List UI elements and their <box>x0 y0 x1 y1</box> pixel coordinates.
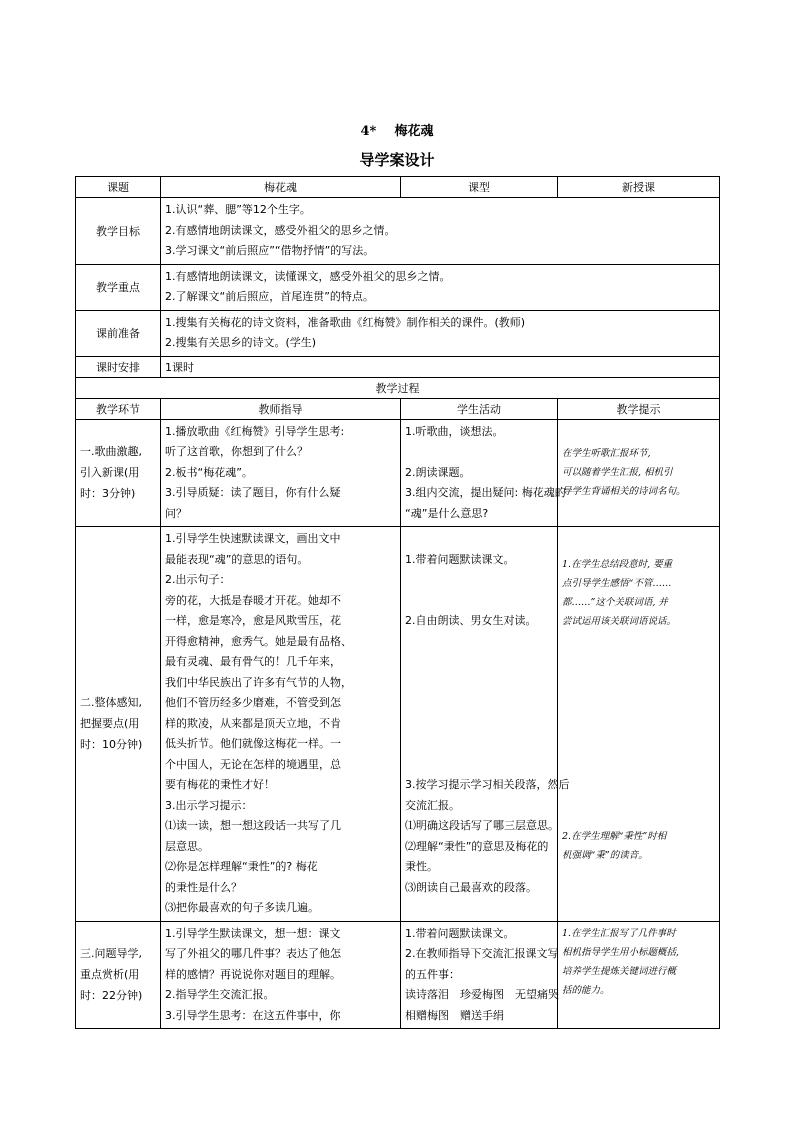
time-row <box>76 356 720 377</box>
goal-item: 1.认识“葬、腮”等12个生字。 <box>165 203 311 216</box>
focus-label: 教学重点 <box>76 264 161 310</box>
hint-cell: 1.在学生总结段意时, 要重 点引导学生感悟“不管…… 都……”这个关联词语, 并 尝试运用该关联词语说话。 2.在学生理解“秉性”时相 机强调“秉”的读音。 <box>558 527 720 922</box>
student-cell: 1.带着问题默读课文。 2.自由朗读、男女生对读。 3.按学习提示学习相关段落，然后 交流汇报。 ⑴明确这段话写了哪三层意思。 ⑵理解“秉性”的意思及梅花的 秉性。 ⑶朗读自己最喜欢的段落。 <box>401 527 558 922</box>
prep-row <box>76 310 720 356</box>
student-cell: 1.带着问题默读课文。 2.在教师指导下交流汇报课文写 的五件事： 读诗落泪 珍爱梅图 无望痛哭 相赠梅图 赠送手绢 <box>401 921 558 1029</box>
time-label: 课时安排 <box>76 356 161 377</box>
focus-item: 2.了解课文“前后照应，首尾连贯”的特点。 <box>165 290 374 303</box>
focus-item: 1.有感情地朗读课文，读懂课文，感受外祖父的思乡之情。 <box>165 269 451 283</box>
goal-item: 3.学习课文“前后照应”“借物抒情”的写法。 <box>165 244 375 257</box>
topic-row <box>76 177 720 198</box>
hint-cell: 1.在学生汇报写了几件事时 相机指导学生用小标题概括, 培养学生提炼关键词进行概 括的能力。 <box>558 921 720 1029</box>
topic-label: 课题 <box>76 177 161 198</box>
prep-item: 2.搜集有关思乡的诗文。(学生) <box>165 336 317 349</box>
process-header-row <box>76 398 720 419</box>
stage-cell: 一.歌曲激趣, 引入新课(用 时：3分钟) <box>76 419 161 527</box>
header-hint: 教学提示 <box>558 398 720 419</box>
stage-row <box>76 527 720 922</box>
stage-row <box>76 419 720 527</box>
goals-label: 教学目标 <box>76 198 161 265</box>
prep-item: 1.搜集有关梅花的诗文资料，准备歌曲《红梅赞》制作相关的课件。(教师) <box>165 315 526 329</box>
type-label: 课型 <box>401 177 558 198</box>
goal-item: 2.有感情地朗读课文，感受外祖父的思乡之情。 <box>165 223 396 237</box>
stage-cell: 二.整体感知, 把握要点(用 时：10分钟) <box>76 527 161 922</box>
focus-row <box>76 264 720 310</box>
teacher-cell: 1.引导学生默读课文，想一想：课文 写了外祖父的哪几件事？表达了他怎 样的感情？再说说你对题目的理解。 2.指导学生交流汇报。 3.引导学生思考：在这五件事中，你 <box>161 921 401 1029</box>
prep-cell <box>161 310 720 356</box>
header-teacher: 教师指导 <box>161 398 401 419</box>
hint-cell: 在学生听歌汇报环节, 可以随着学生汇报, 相机引 导学生背诵相关的诗词名句。 <box>558 419 720 527</box>
goals-cell <box>161 198 720 265</box>
lesson-title: 梅花魂 <box>394 124 434 139</box>
focus-cell <box>161 264 720 310</box>
header-stage: 教学环节 <box>76 398 161 419</box>
process-title: 教学过程 <box>76 377 720 398</box>
stage-cell: 三.问题导学, 重点赏析(用 时：22分钟) <box>76 921 161 1029</box>
prep-label: 课前准备 <box>76 310 161 356</box>
goals-row <box>76 198 720 265</box>
student-cell: 1.听歌曲，谈想法。 2.朗读课题。 3.组内交流，提出疑问: 梅花魂的 “魂”是什么意思? <box>401 419 558 527</box>
type-value: 新授课 <box>558 177 720 198</box>
teacher-cell: 1.播放歌曲《红梅赞》引导学生思考: 听了这首歌，你想到了什么？ 2.板书“梅花魂”。 3.引导质疑：读了题目，你有什么疑 问？ <box>161 419 401 527</box>
process-title-row <box>76 377 720 398</box>
time-value: 1课时 <box>161 356 720 377</box>
topic-value: 梅花魂 <box>161 177 401 198</box>
document-title: 导学案设计 <box>359 151 435 169</box>
teacher-cell: 1.引导学生快速默读课文，画出文中 最能表现“魂”的意思的语句。 2.出示句子： 旁的花，大抵是春暖才开花。她却不 一样，愈是寒冷，愈是风欺雪压，花 开得愈精神，愈秀气。她是最有品格、 最有灵魂、最有骨气的！几千年来， 我们中华民族出了许多有气节的人物， 他们不管历经多少磨难，不管受到怎 样的欺凌，从来都是顶天立地，不肯 低头折节。他们就像这梅花一样。一 个中国人，无论在怎样的境遇里，总 要有梅花的秉性才好！ 3.出示学习提示： ⑴读一读，想一想这段话一共写了几 层意思。 ⑵你是怎样理解“秉性”的? 梅花 的秉性是什么？ ⑶把你最喜欢的句子多读几遍。 <box>161 527 401 922</box>
header-student: 学生活动 <box>401 398 558 419</box>
stage-row <box>76 921 720 1029</box>
lesson-heading <box>0 120 794 139</box>
lesson-plan-table <box>75 176 720 1029</box>
lesson-number: 4* <box>360 124 377 139</box>
